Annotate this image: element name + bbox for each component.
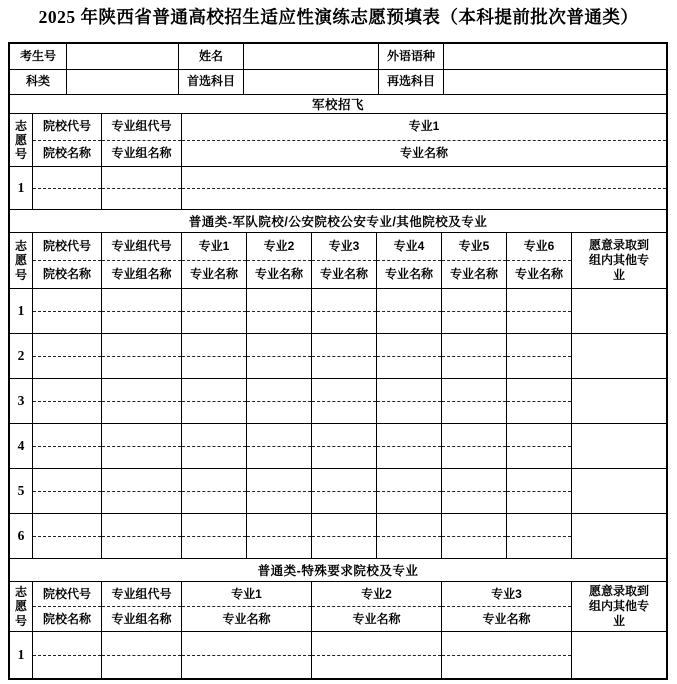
header-major-2 [247, 233, 312, 289]
header-college-name: 院校名称 [42, 267, 91, 281]
category-field[interactable] [67, 70, 179, 96]
major-1-code-field[interactable] [182, 379, 246, 402]
major-3-name-field[interactable] [312, 402, 376, 424]
major-6-name-field[interactable] [507, 312, 571, 334]
label-second-subject: 再选科目 [379, 70, 444, 96]
major-4-code-field[interactable] [377, 334, 441, 357]
major-3-code-field[interactable] [442, 632, 571, 656]
major-2-code-field[interactable] [247, 514, 311, 537]
header-major-1-name: 专业名称 [189, 267, 238, 281]
first-subject-field[interactable] [244, 70, 379, 96]
group-name-field[interactable] [102, 537, 181, 559]
major-1-cell [182, 379, 247, 424]
header-group-code: 专业组代号 [102, 233, 181, 261]
major-4-name-field[interactable] [377, 537, 441, 559]
major-3-cell [312, 424, 377, 469]
group-name-field[interactable] [102, 312, 181, 334]
major-3-cell [312, 514, 377, 559]
exam-number-field[interactable] [67, 44, 179, 70]
major-3-code-field[interactable] [312, 334, 376, 357]
college-code-field[interactable] [33, 424, 101, 447]
major-4-code-field[interactable] [377, 424, 441, 447]
military-flight-row-1 [10, 167, 666, 210]
major-6-code-field[interactable] [507, 379, 571, 402]
header-college-code: 院校代号 [33, 582, 101, 607]
major-5-code-field[interactable] [442, 289, 506, 312]
major-1-cell [182, 167, 666, 210]
major-4-cell [377, 514, 442, 559]
major-3-cell [442, 632, 572, 678]
group-cell [102, 424, 182, 469]
major-3-cell [312, 289, 377, 334]
college-name-field[interactable] [33, 402, 101, 424]
army-police-row-4 [10, 424, 666, 469]
major-5-code-field[interactable] [442, 514, 506, 537]
section-banner-military-flight: 军校招飞 [10, 95, 666, 114]
major-1-cell [182, 334, 247, 379]
label-foreign-language: 外语语种 [379, 44, 444, 70]
page-title: 2025 年陕西省普通高校招生适应性演练志愿预填表（本科提前批次普通类） [38, 7, 639, 27]
header-group-code: 专业组代号 [102, 114, 181, 141]
major-5-name-field[interactable] [442, 492, 506, 514]
group-code-field[interactable] [102, 632, 181, 656]
accept-other-field[interactable] [572, 379, 666, 424]
header-major-1-label: 专业1 [182, 233, 246, 261]
group-code-field[interactable] [102, 379, 181, 402]
major-1-name-field[interactable] [182, 312, 246, 334]
label-category: 科类 [10, 70, 67, 96]
volunteer-number: 4 [10, 424, 33, 469]
major-2-cell [247, 469, 312, 514]
major-2-code-field[interactable] [247, 379, 311, 402]
group-name-field[interactable] [102, 656, 181, 679]
college-code-field[interactable] [33, 167, 101, 189]
group-code-field[interactable] [102, 167, 181, 189]
major-6-code-field[interactable] [507, 514, 571, 537]
major-2-name-field[interactable] [247, 402, 311, 424]
major-3-name-field[interactable] [312, 312, 376, 334]
accept-other-field[interactable] [572, 334, 666, 379]
major-2-name-field[interactable] [247, 492, 311, 514]
header-group-name: 专业组名称 [111, 267, 172, 281]
major-6-code-field[interactable] [507, 289, 571, 312]
header-major-3-label: 专业3 [442, 582, 571, 607]
header-group-name: 专业组名称 [111, 145, 172, 160]
name-field[interactable] [244, 44, 379, 70]
major-6-cell [507, 514, 572, 559]
major-1-code-field[interactable] [182, 167, 666, 189]
major-6-cell [507, 334, 572, 379]
major-3-cell [312, 469, 377, 514]
major-1-cell [182, 469, 247, 514]
college-code-field[interactable] [33, 289, 101, 312]
major-2-code-field[interactable] [247, 469, 311, 492]
section-banner-special: 普通类-特殊要求院校及专业 [10, 559, 666, 582]
major-3-code-field[interactable] [312, 469, 376, 492]
major-4-code-field[interactable] [377, 514, 441, 537]
header-group-name: 专业组名称 [111, 611, 172, 626]
group-name-field[interactable] [102, 492, 181, 514]
header-major-1-name: 专业名称 [399, 145, 448, 160]
group-cell [102, 514, 182, 559]
college-cell [33, 289, 102, 334]
college-cell [33, 334, 102, 379]
header-accept-other-label: 愿意录取到组内其他专业 [589, 238, 650, 282]
major-4-name-field[interactable] [377, 402, 441, 424]
header-major-4-label: 专业4 [377, 233, 441, 261]
college-name-field[interactable] [33, 357, 101, 379]
group-code-field[interactable] [102, 469, 181, 492]
group-cell [102, 167, 182, 210]
volunteer-number: 5 [10, 469, 33, 514]
major-5-name-field[interactable] [442, 357, 506, 379]
college-name-field[interactable] [33, 492, 101, 514]
header-accept-other-label: 愿意录取到组内其他专业 [589, 584, 650, 628]
accept-other-field[interactable] [572, 289, 666, 334]
major-4-name-field[interactable] [377, 357, 441, 379]
foreign-language-field[interactable] [444, 44, 666, 70]
group-cell [102, 379, 182, 424]
major-1-name-field[interactable] [182, 492, 246, 514]
header-major-2-name: 专业名称 [254, 267, 303, 281]
header-major-3 [312, 233, 377, 289]
major-5-name-field[interactable] [442, 537, 506, 559]
major-5-name-field[interactable] [442, 447, 506, 469]
major-2-name-field[interactable] [247, 357, 311, 379]
major-4-name-field[interactable] [377, 312, 441, 334]
major-5-cell [442, 289, 507, 334]
major-3-cell [312, 379, 377, 424]
major-5-cell [442, 379, 507, 424]
college-cell [33, 632, 102, 678]
header-major-1-name: 专业名称 [222, 611, 271, 626]
group-code-field[interactable] [102, 334, 181, 357]
header-major-4 [377, 233, 442, 289]
major-4-name-field[interactable] [377, 447, 441, 469]
volunteer-number: 6 [10, 514, 33, 559]
college-code-field[interactable] [33, 632, 101, 656]
header-accept-other [572, 582, 666, 632]
major-6-code-field[interactable] [507, 424, 571, 447]
major-5-cell [442, 514, 507, 559]
major-1-code-field[interactable] [182, 514, 246, 537]
major-2-name-field[interactable] [312, 656, 441, 679]
major-5-code-field[interactable] [442, 379, 506, 402]
group-cell [102, 469, 182, 514]
college-name-field[interactable] [33, 656, 101, 679]
college-code-field[interactable] [33, 514, 101, 537]
header-group-code: 专业组代号 [102, 582, 181, 607]
major-1-name-field[interactable] [182, 357, 246, 379]
major-4-code-field[interactable] [377, 379, 441, 402]
major-5-code-field[interactable] [442, 334, 506, 357]
army-police-row-5 [10, 469, 666, 514]
group-name-field[interactable] [102, 189, 181, 210]
header-college-code: 院校代号 [33, 233, 101, 261]
header-volunteer-no: 志愿号 [10, 582, 33, 632]
major-2-code-field[interactable] [247, 289, 311, 312]
candidate-info-table [10, 44, 666, 95]
college-cell [33, 379, 102, 424]
major-3-code-field[interactable] [312, 424, 376, 447]
major-6-name-field[interactable] [507, 357, 571, 379]
major-3-name-field[interactable] [442, 656, 571, 679]
header-major-1-label: 专业1 [182, 114, 666, 141]
major-4-cell [377, 424, 442, 469]
header-major-6-name: 专业名称 [514, 267, 563, 281]
major-3-name-field[interactable] [312, 537, 376, 559]
header-college [33, 582, 102, 632]
major-3-code-field[interactable] [312, 514, 376, 537]
header-college [33, 114, 102, 167]
major-1-name-field[interactable] [182, 537, 246, 559]
major-5-name-field[interactable] [442, 402, 506, 424]
header-volunteer-no: 志愿号 [10, 114, 33, 167]
accept-other-field[interactable] [572, 424, 666, 469]
major-5-cell [442, 469, 507, 514]
major-6-name-field[interactable] [507, 447, 571, 469]
major-3-name-field[interactable] [312, 357, 376, 379]
header-major-2 [312, 582, 442, 632]
volunteer-number: 3 [10, 379, 33, 424]
header-volunteer-no: 志愿号 [10, 233, 33, 289]
college-name-field[interactable] [33, 447, 101, 469]
major-3-code-field[interactable] [312, 289, 376, 312]
major-6-name-field[interactable] [507, 537, 571, 559]
header-major-6-label: 专业6 [507, 233, 571, 261]
header-major-5-label: 专业5 [442, 233, 506, 261]
header-major-3-label: 专业3 [312, 233, 376, 261]
volunteer-prefill-form [8, 42, 668, 680]
special-row-1 [10, 632, 666, 678]
label-exam-number: 考生号 [10, 44, 67, 70]
major-6-cell [507, 469, 572, 514]
header-college [33, 233, 102, 289]
header-major-group [102, 582, 182, 632]
major-1-code-field[interactable] [182, 289, 246, 312]
major-4-name-field[interactable] [377, 492, 441, 514]
major-2-cell [247, 514, 312, 559]
header-major-3-name: 专业名称 [482, 611, 531, 626]
major-1-name-field[interactable] [182, 189, 666, 210]
college-cell [33, 167, 102, 210]
header-major-2-label: 专业2 [312, 582, 441, 607]
major-2-cell [247, 379, 312, 424]
header-major-group [102, 114, 182, 167]
college-cell [33, 514, 102, 559]
major-2-code-field[interactable] [247, 334, 311, 357]
major-5-code-field[interactable] [442, 469, 506, 492]
group-code-field[interactable] [102, 289, 181, 312]
major-2-name-field[interactable] [247, 447, 311, 469]
major-2-name-field[interactable] [247, 537, 311, 559]
volunteer-number: 1 [10, 632, 33, 678]
major-6-cell [507, 379, 572, 424]
college-cell [33, 469, 102, 514]
major-1-cell [182, 632, 312, 678]
army-police-row-3 [10, 379, 666, 424]
major-4-cell [377, 334, 442, 379]
header-major-1 [182, 114, 666, 167]
major-2-name-field[interactable] [247, 312, 311, 334]
major-1-cell [182, 289, 247, 334]
header-major-6 [507, 233, 572, 289]
accept-other-field[interactable] [572, 514, 666, 559]
accept-other-field[interactable] [572, 469, 666, 514]
major-5-cell [442, 424, 507, 469]
major-3-code-field[interactable] [312, 379, 376, 402]
major-2-cell [247, 334, 312, 379]
group-code-field[interactable] [102, 514, 181, 537]
major-1-code-field[interactable] [182, 632, 311, 656]
header-accept-other [572, 233, 666, 289]
group-code-field[interactable] [102, 424, 181, 447]
header-college-name: 院校名称 [42, 611, 91, 626]
header-major-5-name: 专业名称 [449, 267, 498, 281]
major-3-name-field[interactable] [312, 447, 376, 469]
college-code-field[interactable] [33, 469, 101, 492]
college-code-field[interactable] [33, 334, 101, 357]
major-4-cell [377, 469, 442, 514]
header-major-3 [442, 582, 572, 632]
header-college-name: 院校名称 [42, 145, 91, 160]
major-4-cell [377, 289, 442, 334]
army-police-row-6 [10, 514, 666, 559]
army-police-row-1 [10, 289, 666, 334]
college-name-field[interactable] [33, 312, 101, 334]
college-cell [33, 424, 102, 469]
major-2-cell [247, 424, 312, 469]
header-major-2-label: 专业2 [247, 233, 311, 261]
army-police-header [10, 233, 666, 289]
major-1-name-field[interactable] [182, 447, 246, 469]
header-major-4-name: 专业名称 [384, 267, 433, 281]
major-2-code-field[interactable] [247, 424, 311, 447]
major-4-cell [377, 379, 442, 424]
college-name-field[interactable] [33, 189, 101, 210]
volunteer-number: 2 [10, 334, 33, 379]
major-2-cell [312, 632, 442, 678]
major-2-code-field[interactable] [312, 632, 441, 656]
major-1-cell [182, 514, 247, 559]
header-college-code: 院校代号 [33, 114, 101, 141]
major-2-cell [247, 289, 312, 334]
major-6-name-field[interactable] [507, 492, 571, 514]
major-1-code-field[interactable] [182, 424, 246, 447]
group-name-field[interactable] [102, 357, 181, 379]
special-header [10, 582, 666, 632]
major-1-name-field[interactable] [182, 656, 311, 679]
major-6-name-field[interactable] [507, 402, 571, 424]
major-6-code-field[interactable] [507, 469, 571, 492]
section-banner-army-police: 普通类-军队院校/公安院校公安专业/其他院校及专业 [10, 210, 666, 233]
major-4-code-field[interactable] [377, 289, 441, 312]
label-name: 姓名 [179, 44, 244, 70]
header-major-3-name: 专业名称 [319, 267, 368, 281]
accept-other-field[interactable] [572, 632, 666, 678]
header-major-1 [182, 582, 312, 632]
major-3-cell [312, 334, 377, 379]
group-cell [102, 632, 182, 678]
volunteer-number: 1 [10, 289, 33, 334]
header-major-1 [182, 233, 247, 289]
header-major-2-name: 专业名称 [352, 611, 401, 626]
group-name-field[interactable] [102, 447, 181, 469]
major-6-code-field[interactable] [507, 334, 571, 357]
military-flight-header [10, 114, 666, 167]
group-name-field[interactable] [102, 402, 181, 424]
major-1-name-field[interactable] [182, 402, 246, 424]
major-6-cell [507, 289, 572, 334]
major-3-name-field[interactable] [312, 492, 376, 514]
group-cell [102, 334, 182, 379]
header-major-group [102, 233, 182, 289]
major-1-cell [182, 424, 247, 469]
major-5-cell [442, 334, 507, 379]
major-1-code-field[interactable] [182, 334, 246, 357]
major-6-cell [507, 424, 572, 469]
volunteer-number: 1 [10, 167, 33, 210]
second-subject-field[interactable] [444, 70, 666, 96]
college-code-field[interactable] [33, 379, 101, 402]
major-5-code-field[interactable] [442, 424, 506, 447]
label-first-subject: 首选科目 [179, 70, 244, 96]
major-1-code-field[interactable] [182, 469, 246, 492]
major-5-name-field[interactable] [442, 312, 506, 334]
header-major-1-label: 专业1 [182, 582, 311, 607]
group-cell [102, 289, 182, 334]
army-police-row-2 [10, 334, 666, 379]
major-4-code-field[interactable] [377, 469, 441, 492]
header-major-5 [442, 233, 507, 289]
college-name-field[interactable] [33, 537, 101, 559]
